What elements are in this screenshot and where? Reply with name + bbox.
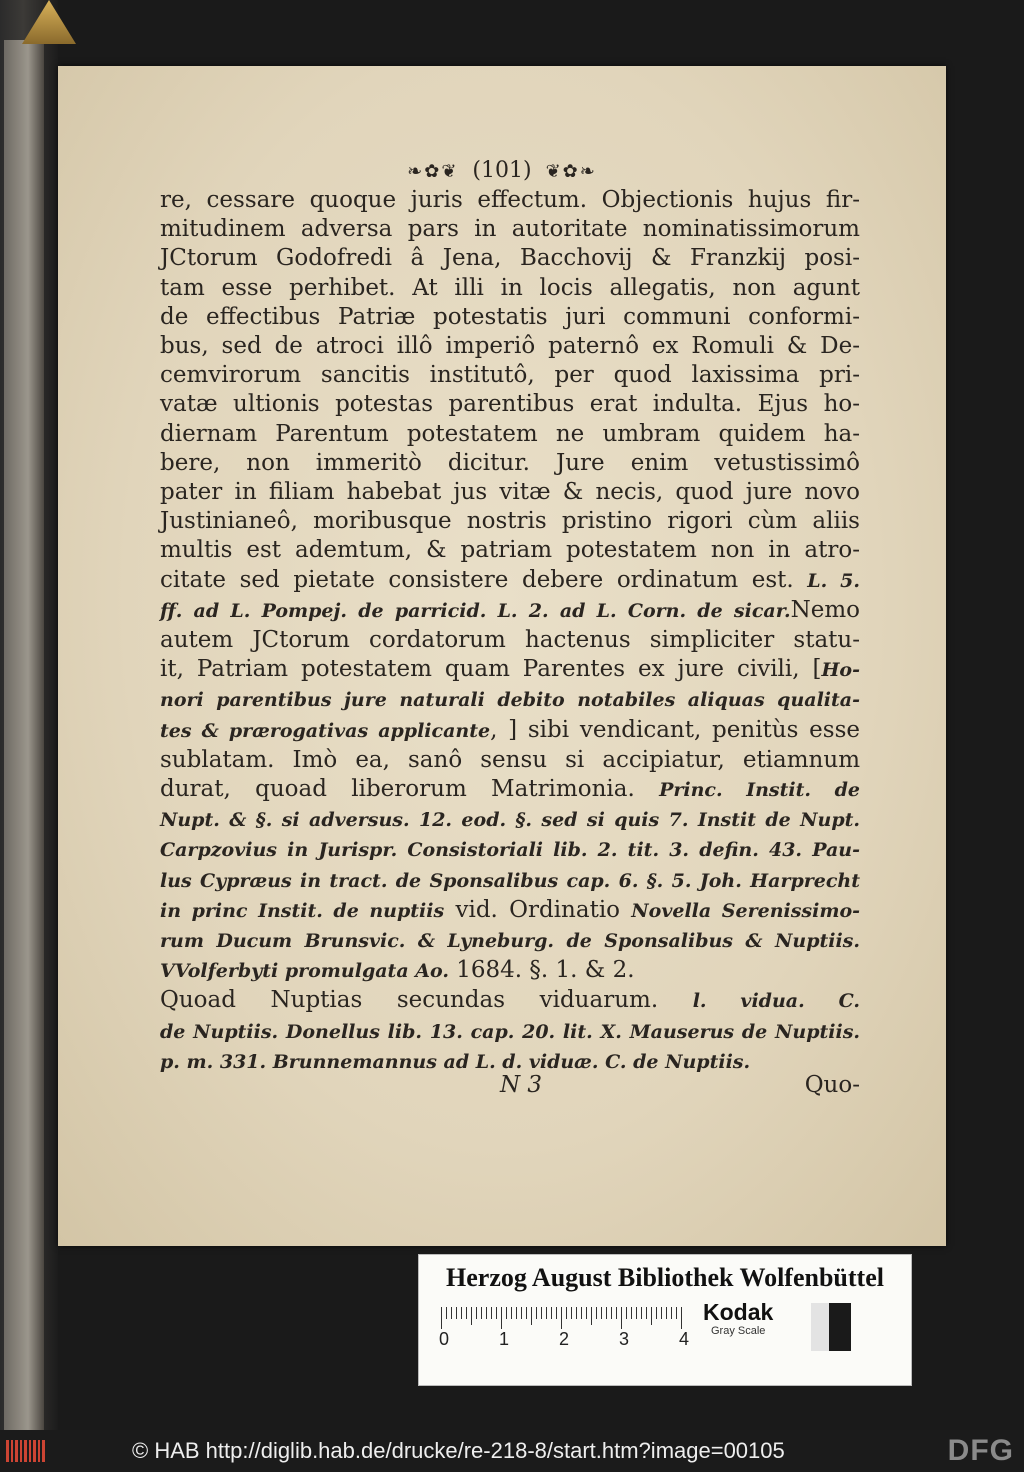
ruler-tick <box>601 1307 602 1319</box>
text-line <box>160 449 860 478</box>
italic-citation: Carpzovius in Jurispr. Consistoriali lib. 2. tit. 3. defin. 43. Pau- <box>160 839 860 862</box>
text-segment: durat, quoad liberorum Matrimonia. <box>160 776 660 803</box>
italic-citation: Novella Serenissimo- <box>631 899 860 922</box>
barcode-icon <box>6 1440 46 1462</box>
ruler-tick <box>591 1307 592 1325</box>
text-segment: JCtorum Godofredi â Jena, Bacchovij & Franzkij posi- <box>160 245 860 272</box>
ruler-tick <box>491 1307 492 1319</box>
ruler-tick <box>486 1307 487 1319</box>
text-line <box>160 1017 860 1047</box>
text-segment: Quoad Nuptias secundas viduarum. <box>160 987 693 1014</box>
text-line <box>160 478 860 507</box>
ruler-tick <box>606 1307 607 1319</box>
signature-mark: N 3 <box>500 1072 543 1098</box>
ruler-tick <box>636 1307 637 1319</box>
right-ornament-icon: ❦✿❧ <box>545 161 597 182</box>
ruler-tick <box>646 1307 647 1319</box>
ruler-tick <box>581 1307 582 1319</box>
italic-citation: Princ. Instit. de <box>659 779 860 802</box>
kodak-logo: Kodak <box>703 1299 774 1325</box>
text-line <box>160 655 860 685</box>
dfg-logo: DFG <box>947 1434 1014 1467</box>
ruler-tick <box>626 1307 627 1319</box>
ruler-tick <box>641 1307 642 1319</box>
ruler-tick <box>446 1307 447 1319</box>
italic-citation: nori parentibus jure naturali debito notabiles aliquas qualita- <box>160 689 860 712</box>
ruler-tick <box>506 1307 507 1319</box>
text-line <box>160 244 860 273</box>
text-segment: multis est ademtum, & patriam potestatem non in atro- <box>160 537 860 564</box>
text-line <box>160 361 860 390</box>
ruler-tick <box>516 1307 517 1319</box>
signature-line <box>160 1072 860 1102</box>
text-line <box>160 507 860 536</box>
ruler-tick <box>596 1307 597 1319</box>
page-number: (101) <box>472 158 532 183</box>
ruler-tick <box>456 1307 457 1319</box>
ruler-tick <box>671 1307 672 1319</box>
text-segment: cemvirorum sancitis institutô, per quod laxissima pri- <box>160 362 860 389</box>
page-header <box>58 158 946 183</box>
text-line <box>160 986 860 1016</box>
text-line <box>160 626 860 655</box>
text-line <box>160 685 860 715</box>
ruler-tick <box>501 1307 502 1329</box>
ruler-tick <box>616 1307 617 1319</box>
ruler-tick <box>531 1307 532 1325</box>
ruler-tick <box>611 1307 612 1319</box>
ruler-tick <box>541 1307 542 1319</box>
ruler-tick <box>576 1307 577 1319</box>
text-segment: de effectibus Patriæ potestatis juri communi conformi- <box>160 303 860 330</box>
text-segment: diernam Parentum potestatem ne umbram quidem ha- <box>160 420 860 447</box>
text-segment: tam esse perhibet. At illi in locis allegatis, non agunt <box>160 274 860 301</box>
text-line <box>160 956 860 986</box>
ruler-tick <box>526 1307 527 1319</box>
text-segment: autem JCtorum cordatorum hactenus simpliciter statu- <box>160 627 860 654</box>
footer-url[interactable]: © HAB http://diglib.hab.de/drucke/re-218-8/start.htm?image=00105 <box>132 1438 785 1463</box>
text-line <box>160 775 860 805</box>
italic-citation: lus Cypræus in tract. de Sponsalibus cap. 6. §. 5. Joh. Harprecht <box>160 869 860 892</box>
text-segment: sublatam. Imò ea, sanô sensu si accipiatur, etiamnum <box>160 746 860 773</box>
ruler-tick <box>466 1307 467 1319</box>
ruler-tick <box>656 1307 657 1319</box>
ruler-tick <box>661 1307 662 1319</box>
previous-page-edge <box>4 40 44 1430</box>
italic-citation: de Nuptiis. Donellus lib. 13. cap. 20. lit. X. Mauserus de Nuptiis. <box>160 1020 860 1043</box>
library-name: Herzog August Bibliothek Wolfenbüttel <box>446 1263 884 1292</box>
text-segment: re, cessare quoque juris effectum. Objectionis hujus fir- <box>160 187 860 213</box>
text-segment: pater in filiam habebat jus vitæ & necis, quod jure novo <box>160 479 860 506</box>
body-text <box>160 186 860 1077</box>
text-line <box>160 926 860 956</box>
text-segment: vid. Ordinatio <box>444 896 632 923</box>
italic-citation: VVolferbyti promulgata Ao. <box>160 960 449 983</box>
text-line <box>160 896 860 926</box>
ruler-tick <box>471 1307 472 1325</box>
text-line <box>160 805 860 835</box>
text-line <box>160 274 860 303</box>
scanned-page <box>58 66 946 1246</box>
ruler-tick <box>496 1307 497 1319</box>
italic-citation: L. 5. <box>807 569 860 592</box>
text-line <box>160 566 860 596</box>
ruler-tick <box>511 1307 512 1319</box>
ruler-tick <box>621 1307 622 1329</box>
ruler-tick <box>546 1307 547 1319</box>
footer-bar <box>0 1430 1024 1472</box>
library-label <box>418 1254 912 1386</box>
gray-scale-patch <box>811 1303 851 1351</box>
italic-citation: l. vidua. C. <box>692 990 860 1013</box>
book-binding <box>0 0 58 1430</box>
text-line <box>160 716 860 746</box>
ruler-number: 1 <box>499 1329 510 1349</box>
italic-citation: p. m. 331. Brunnemannus ad L. d. viduæ. C. de Nuptiis. <box>160 1050 751 1073</box>
text-segment: Justinianeô, moribusque nostris pristino rigori cùm aliis <box>160 508 860 535</box>
italic-citation: ff. ad L. Pompej. de parricid. L. 2. ad L. Corn. de sicar. <box>160 599 791 622</box>
ruler-tick <box>451 1307 452 1319</box>
text-line <box>160 835 860 865</box>
ruler-tick <box>461 1307 462 1319</box>
text-line <box>160 746 860 775</box>
italic-citation: Nupt. & §. si adversus. 12. eod. §. sed si quis 7. Instit de Nupt. <box>160 809 860 832</box>
ruler-tick <box>571 1307 572 1319</box>
ruler-scale <box>437 1307 690 1349</box>
text-segment: Nemo <box>790 596 860 623</box>
ruler-tick <box>441 1307 442 1329</box>
ruler-tick <box>481 1307 482 1319</box>
ruler-tick <box>476 1307 477 1319</box>
ruler-number: 4 <box>679 1329 690 1349</box>
text-segment: citate sed pietate consistere debere ordinatum est. <box>160 566 808 593</box>
italic-citation: in princ Instit. de nuptiis <box>160 899 445 922</box>
kodak-subtitle: Gray Scale <box>711 1325 766 1337</box>
ruler-tick <box>521 1307 522 1319</box>
text-line <box>160 536 860 565</box>
gray-patch-dark <box>829 1303 851 1351</box>
italic-citation: rum Ducum Brunsvic. & Lyneburg. de Sponsalibus & Nuptiis. <box>160 930 860 953</box>
text-line <box>160 186 860 215</box>
text-line <box>160 420 860 449</box>
ruler-tick <box>551 1307 552 1319</box>
gray-patch-light <box>811 1303 829 1351</box>
ruler-tick <box>561 1307 562 1329</box>
text-segment: vatæ ultionis potestas parentibus erat indulta. Ejus ho- <box>160 391 860 418</box>
text-segment: bus, sed de atroci illô imperiô paternô ex Romuli & De- <box>160 333 860 360</box>
ruler-tick <box>631 1307 632 1319</box>
italic-citation: Ho- <box>821 659 860 682</box>
ruler-tick <box>566 1307 567 1319</box>
text-line <box>160 390 860 419</box>
ruler-tick <box>556 1307 557 1319</box>
text-segment: , ] sibi vendicant, penitùs esse <box>490 716 860 743</box>
ruler-number: 2 <box>559 1329 570 1349</box>
text-segment: 1684. §. 1. & 2. <box>448 957 635 984</box>
italic-citation: tes & prærogativas applicante <box>160 719 491 742</box>
ruler-tick <box>586 1307 587 1319</box>
left-ornament-icon: ❧✿❦ <box>407 161 459 182</box>
text-segment: mitudinem adversa pars in autoritate nominatissimorum <box>160 216 860 243</box>
text-line <box>160 332 860 361</box>
text-segment: it, Patriam potestatem quam Parentes ex jure civili, [ <box>160 656 822 683</box>
catchword: Quo- <box>804 1072 860 1098</box>
text-line <box>160 596 860 626</box>
ruler-tick <box>536 1307 537 1319</box>
ruler-tick <box>666 1307 667 1319</box>
ruler-tick <box>651 1307 652 1325</box>
text-segment: bere, non immeritò dicitur. Jure enim vetustissimô <box>160 449 860 476</box>
text-line <box>160 866 860 896</box>
text-line <box>160 303 860 332</box>
ruler-tick <box>681 1307 682 1329</box>
ruler-number: 0 <box>439 1329 450 1349</box>
ruler-tick <box>676 1307 677 1319</box>
text-line <box>160 215 860 244</box>
ruler-number: 3 <box>619 1329 630 1349</box>
